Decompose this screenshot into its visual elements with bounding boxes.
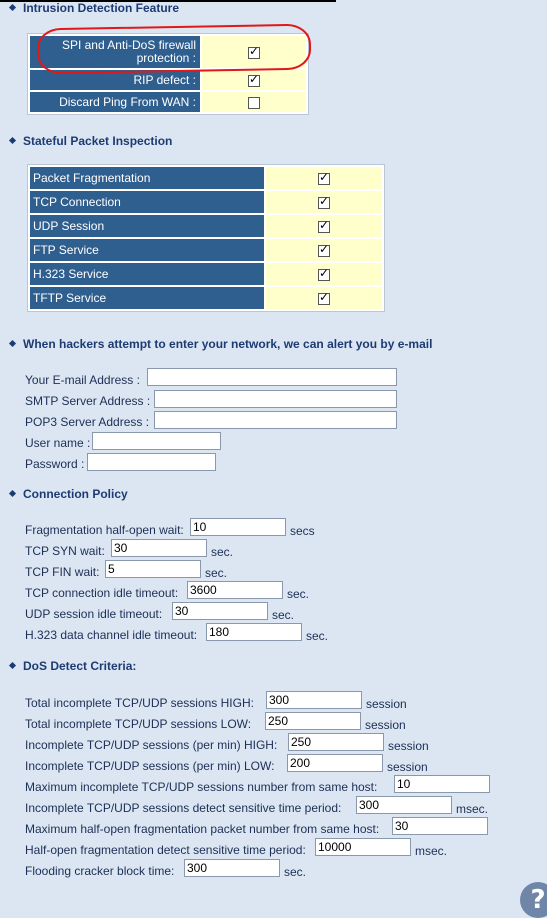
spi-cell	[266, 167, 382, 189]
ftp-service-checkbox[interactable]	[318, 245, 330, 257]
total-high-input[interactable]	[266, 691, 362, 709]
spi-firewall-cell	[202, 36, 306, 68]
discard-ping-cell	[202, 92, 306, 112]
block-time-unit: sec.	[284, 865, 307, 879]
permin-low-unit: session	[387, 760, 428, 774]
spi-cell	[266, 263, 382, 285]
fin-wait-input[interactable]	[105, 560, 201, 578]
section-dos-heading: DoS Detect Criteria:	[10, 659, 136, 673]
syn-wait-label: TCP SYN wait:	[25, 544, 105, 558]
tcp-connection-checkbox[interactable]	[318, 197, 330, 209]
intrusion-label-ping: Discard Ping From WAN :	[30, 92, 200, 112]
rip-defect-checkbox[interactable]	[248, 75, 260, 87]
permin-high-input[interactable]	[288, 733, 384, 751]
max-host-label: Maximum incomplete TCP/UDP sessions number from same host:	[25, 780, 378, 794]
section-connection-heading: Connection Policy	[10, 487, 128, 501]
total-low-input[interactable]	[265, 712, 361, 730]
rip-defect-cell	[202, 70, 306, 90]
h323-idle-unit: sec.	[306, 629, 329, 643]
permin-high-unit: session	[388, 739, 429, 753]
frag-wait-label: Fragmentation half-open wait:	[25, 523, 184, 537]
spi-cell	[266, 239, 382, 261]
section-alert-heading: When hackers attempt to enter your network, we can alert you by e-mail	[10, 337, 432, 351]
block-time-input[interactable]	[184, 859, 280, 877]
tftp-service-checkbox[interactable]	[318, 293, 330, 305]
password-input[interactable]	[87, 453, 216, 471]
help-icon[interactable]: ?	[520, 882, 547, 918]
permin-low-label: Incomplete TCP/UDP sessions (per min) LOW:	[25, 759, 275, 773]
udp-idle-label: UDP session idle timeout:	[25, 607, 163, 621]
bullet-icon	[9, 490, 16, 497]
detect-period-unit: msec.	[456, 802, 489, 816]
fin-wait-label: TCP FIN wait:	[25, 565, 100, 579]
block-time-label: Flooding cracker block time:	[25, 864, 175, 878]
permin-high-label: Incomplete TCP/UDP sessions (per min) HIGH:	[25, 738, 278, 752]
spi-cell	[266, 191, 382, 213]
tcp-idle-unit: sec.	[287, 587, 310, 601]
section-intrusion-heading: Intrusion Detection Feature	[10, 1, 179, 15]
permin-low-input[interactable]	[287, 754, 383, 772]
spi-cell	[266, 287, 382, 309]
password-label: Password :	[25, 457, 85, 471]
frag-period-unit: msec.	[415, 844, 448, 858]
total-low-label: Total incomplete TCP/UDP sessions LOW:	[25, 717, 252, 731]
detect-period-label: Incomplete TCP/UDP sessions detect sensitive time period:	[25, 801, 342, 815]
h323-idle-label: H.323 data channel idle timeout:	[25, 628, 198, 642]
total-low-unit: session	[365, 718, 406, 732]
spi-table	[27, 164, 385, 312]
bullet-icon	[9, 137, 16, 144]
smtp-label: SMTP Server Address :	[25, 394, 151, 408]
spi-cell	[266, 215, 382, 237]
max-frag-label: Maximum half-open fragmentation packet number from same host:	[25, 822, 380, 836]
smtp-input[interactable]	[154, 390, 397, 408]
tcp-idle-input[interactable]	[187, 581, 283, 599]
spi-label-fragmentation: Packet Fragmentation	[30, 167, 264, 189]
pop3-label: POP3 Server Address :	[25, 415, 150, 429]
section-spi-heading: Stateful Packet Inspection	[10, 134, 172, 148]
email-label: Your E-mail Address :	[25, 373, 140, 387]
udp-idle-input[interactable]	[172, 602, 268, 620]
spi-label-udp: UDP Session	[30, 215, 264, 237]
syn-wait-input[interactable]	[111, 539, 207, 557]
email-input[interactable]	[147, 368, 397, 386]
total-high-unit: session	[366, 697, 407, 711]
fin-wait-unit: sec.	[205, 566, 228, 580]
frag-period-input[interactable]	[315, 838, 411, 856]
tcp-idle-label: TCP connection idle timeout:	[25, 586, 179, 600]
h323-idle-input[interactable]	[206, 623, 302, 641]
bullet-icon	[9, 4, 16, 11]
spi-label-h323: H.323 Service	[30, 263, 264, 285]
total-high-label: Total incomplete TCP/UDP sessions HIGH:	[25, 696, 254, 710]
discard-ping-checkbox[interactable]	[248, 97, 260, 109]
h323-service-checkbox[interactable]	[318, 269, 330, 281]
pop3-input[interactable]	[154, 411, 397, 429]
bullet-icon	[9, 340, 16, 347]
intrusion-label-spi: SPI and Anti-DoS firewall protection :	[30, 36, 200, 68]
max-frag-input[interactable]	[392, 817, 488, 835]
max-host-input[interactable]	[394, 775, 490, 793]
frag-wait-unit: secs	[290, 524, 315, 538]
username-input[interactable]	[92, 432, 221, 450]
intrusion-table	[27, 33, 309, 115]
frag-period-label: Half-open fragmentation detect sensitive time period:	[25, 843, 306, 857]
spi-firewall-checkbox[interactable]	[248, 47, 260, 59]
intrusion-label-rip: RIP defect :	[30, 70, 200, 90]
syn-wait-unit: sec.	[211, 545, 234, 559]
bullet-icon	[9, 662, 16, 669]
spi-label-tcp: TCP Connection	[30, 191, 264, 213]
spi-label-ftp: FTP Service	[30, 239, 264, 261]
spi-label-tftp: TFTP Service	[30, 287, 264, 309]
detect-period-input[interactable]	[356, 796, 452, 814]
udp-idle-unit: sec.	[272, 608, 295, 622]
udp-session-checkbox[interactable]	[318, 221, 330, 233]
username-label: User name :	[25, 436, 91, 450]
packet-fragmentation-checkbox[interactable]	[318, 173, 330, 185]
frag-wait-input[interactable]	[190, 518, 286, 536]
